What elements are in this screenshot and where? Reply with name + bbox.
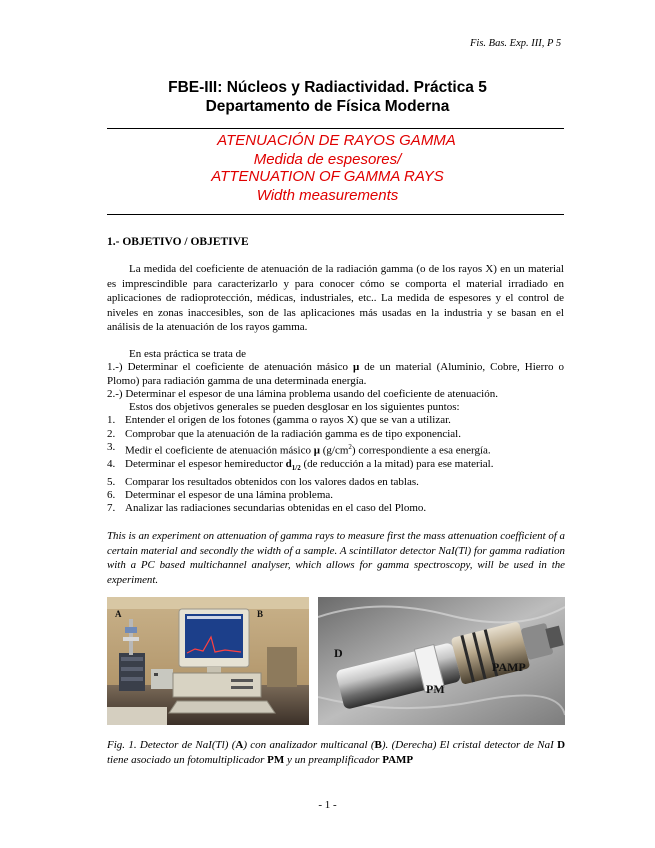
- photo-nai-detector: [318, 597, 565, 725]
- top-rule: [107, 128, 564, 129]
- objectives-intro: En esta práctica se trata de: [129, 348, 246, 360]
- figure-caption: Fig. 1. Detector de NaI(Tl) (A) con analizador multicanal (B). (Derecha) El cristal detector de NaI D tiene asociado un fotomultiplicador PM y un preamplificador PAMP: [107, 739, 566, 766]
- list-item: 4. Determinar el espesor hemireductor $d_{1/2}$ (de reducción a la mitad) para ese material.: [107, 458, 494, 473]
- page-title: [0, 78, 655, 116]
- objectives-breakdown: Estos dos objetivos generales se pueden desglosar en los siguientes puntos:: [129, 401, 460, 414]
- section-heading: 1.- OBJETIVO / OBJETIVE: [107, 236, 249, 248]
- objective-1: 1.-) Determinar el coeficiente de atenuación másico μ de un material (Aluminio, Cobre, Hierro o Plomo) para radiación gamma de una determinada energía.: [107, 361, 564, 387]
- title-line-2: Departamento de Física Moderna: [205, 98, 450, 115]
- list-item: 2. Comprobar que la atenuación de la radiación gamma es de tipo exponencial.: [107, 427, 461, 440]
- objective-2: 2.-) Determinar el espesor de una lámina problema usando del coeficiente de atenuación.: [107, 387, 498, 400]
- photo-lab-setup: [107, 597, 309, 725]
- label-a: A: [115, 609, 122, 619]
- subtitle-es-sub: Medida de espesores/: [253, 151, 402, 168]
- bottom-rule: [107, 214, 564, 215]
- list-item: 3. Medir el coeficiente de atenuación másico μ $(g/cm^2)$ correspondiente a esa energía.: [107, 441, 491, 457]
- page-number: - 1 -: [318, 799, 337, 811]
- header-reference: Fis. Bas. Exp. III, P 5: [470, 38, 562, 49]
- objectives-list: [107, 348, 567, 515]
- subtitle-en-main: ATTENUATION OF GAMMA RAYS: [211, 168, 444, 185]
- label-b: B: [257, 609, 264, 619]
- label-pm: PM: [426, 682, 445, 696]
- label-d: D: [334, 646, 343, 660]
- subtitle-en-sub: Width measurements: [256, 187, 399, 204]
- subtitle-es-main: ATENUACIÓN DE RAYOS GAMMA: [217, 132, 456, 149]
- intro-paragraph: La medida del coeficiente de atenuación de la radiación gamma (o de los rayos X) en un material es imprescindible para caracterizarlo y para conocer cómo se comporta el material irradiado en aplicaciones de radioprotección, médicas, industriales, etc.. La medida de espesores y el control de niveles en zonas inaccesibles, son de las aplicaciones más usadas en la industria y se basan en el análisis de la atenuación de los rayos gamma.: [107, 263, 564, 334]
- list-item: 6. Determinar el espesor de una lámina problema.: [107, 488, 334, 501]
- english-summary: This is an experiment on attenuation of gamma rays to measure first the mass attenuation coefficient of a certain material and secondly the width of a sample. A scintillator detector NaI(Tl) for gamma radiation with a PC based multichannel analyser, which allows for gamma spectroscopy, will be used in the experiment.: [107, 530, 565, 586]
- list-item: 1. Entender el origen de los fotones (gamma o rayos X) que se van a utilizar.: [107, 414, 451, 427]
- list-item: 5. Comparar los resultados obtenidos con los valores dados en tablas.: [107, 475, 419, 488]
- list-item: 7. Analizar las radiaciones secundarias obtenidas en el caso del Plomo.: [107, 502, 427, 515]
- label-pamp: PAMP: [492, 660, 526, 674]
- title-line-1: FBE-III: Núcleos y Radiactividad. Práctica 5: [168, 79, 487, 96]
